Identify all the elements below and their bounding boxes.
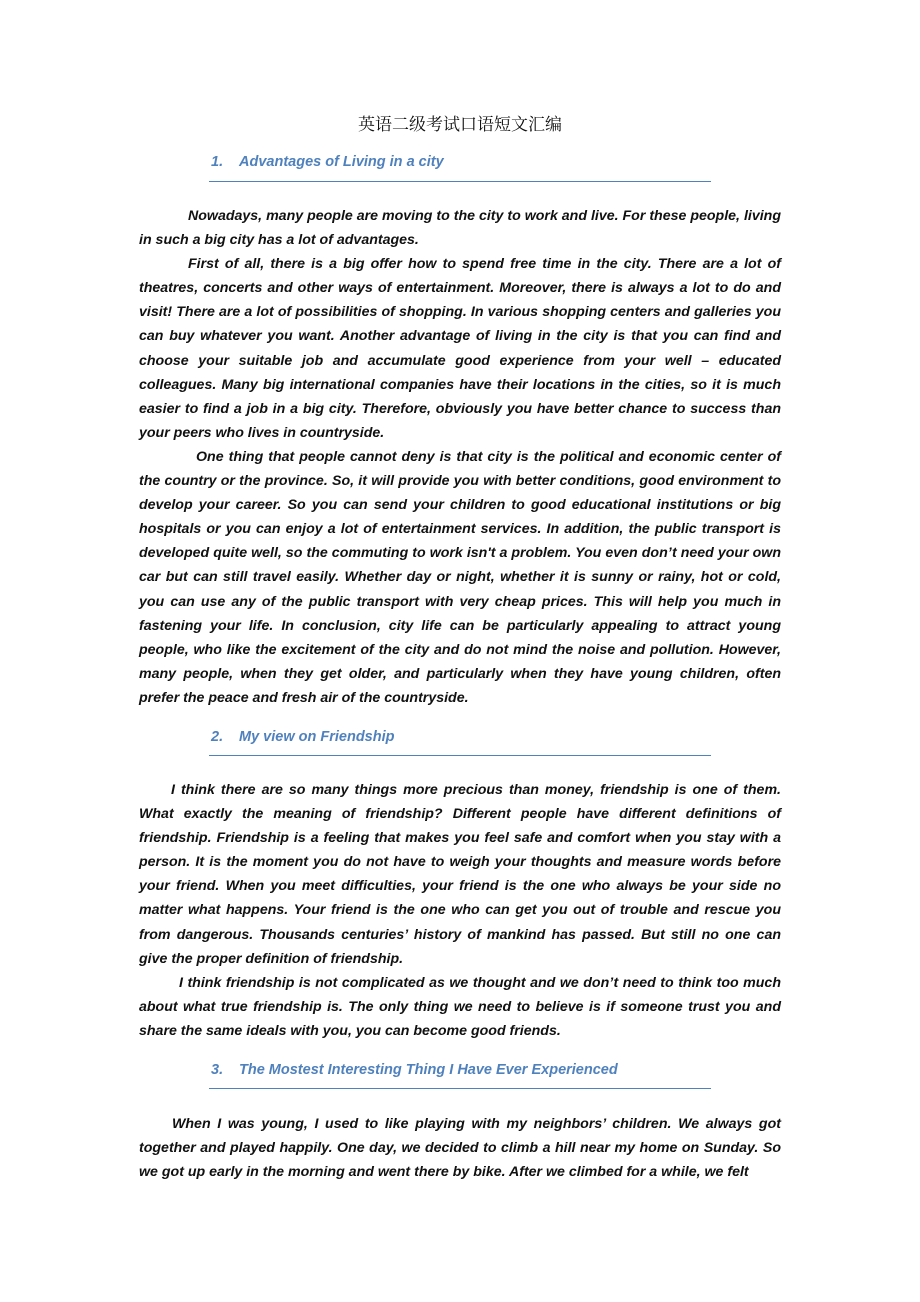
section-heading-3: [211, 1062, 711, 1078]
paragraph: I think there are so many things more precious than money, friendship is one of them. What exactly the meaning of friendship? Different people have different definitions of friendship. Friendship is a feeling that makes you feel safe and comfort when you stay with a person. It is the moment you do not have to weigh your thoughts and measure words before your friend. When you meet difficulties, your friend is the one who always be your side no matter what happens. Your friend is the one who can get you out of trouble and rescue you from dangerous. Thousands centuries’ history of mankind has passed. But still no one can give the proper definition of friendship.: [139, 782, 781, 967]
paragraph: I think friendship is not complicated as we thought and we don’t need to think too much about what true friendship is. The only thing we need to believe is if someone trust you and share the same ideals with you, you can become good friends.: [139, 974, 781, 1039]
section-number: 2.: [211, 729, 224, 745]
section-title: The Mostest Interesting Thing I Have Ever Experienced: [239, 1062, 618, 1078]
section-body-2: [139, 778, 781, 1043]
section-body-3: [139, 1112, 781, 1184]
document-title: 英语二级考试口语短文汇编: [358, 115, 562, 135]
section-heading-1: [211, 154, 711, 170]
heading-underline: [209, 181, 711, 182]
paragraph: Nowadays, many people are moving to the city to work and live. For these people, living in such a big city has a lot of advantages.: [139, 208, 781, 249]
section-number: 1.: [211, 154, 224, 170]
heading-underline: [209, 1088, 711, 1089]
heading-underline: [209, 755, 711, 756]
section-title: My view on Friendship: [239, 729, 395, 745]
section-number: 3.: [211, 1062, 224, 1078]
section-heading-2: [211, 729, 711, 745]
paragraph: When I was young, I used to like playing with my neighbors’ children. We always got together and played happily. One day, we decided to climb a hill near my home on Sunday. So we got up early in the morning and went there by bike. After we climbed for a while, we felt: [139, 1116, 781, 1181]
section-body-1: [139, 204, 781, 710]
section-title: Advantages of Living in a city: [239, 154, 444, 170]
paragraph: One thing that people cannot deny is that city is the political and economic center of the country or the province. So, it will provide you with better conditions, good environment to develop your career. So you can send your children to good educational institutions or big hospitals or you can enjoy a lot of entertainment services. In addition, the public transport is developed quite well, so the commuting to work isn't a problem. You even don’t need your own car but can still travel easily. Whether day or night, whether it is sunny or rainy, hot or cold, you can use any of the public transport with very cheap prices. This will help you much in fastening your life. In conclusion, city life can be particularly appealing to attract young people, who like the excitement of the city and do not mind the noise and pollution. However, many people, when they get older, and particularly when they have young children, often prefer the peace and fresh air of the countryside.: [139, 448, 781, 706]
paragraph: First of all, there is a big offer how to spend free time in the city. There are a lot of theatres, concerts and other ways of entertainment. Moreover, there is always a lot to do and visit! There are a lot of possibilities of shopping. In various shopping centers and galleries you can buy whatever you want. Another advantage of living in the city is that you can find and choose your suitable job and accumulate good experience from your well – educated colleagues. Many big international companies have their locations in the cities, so it is much easier to find a job in a big city. Therefore, obviously you have better chance to success than your peers who lives in countryside.: [139, 256, 781, 441]
